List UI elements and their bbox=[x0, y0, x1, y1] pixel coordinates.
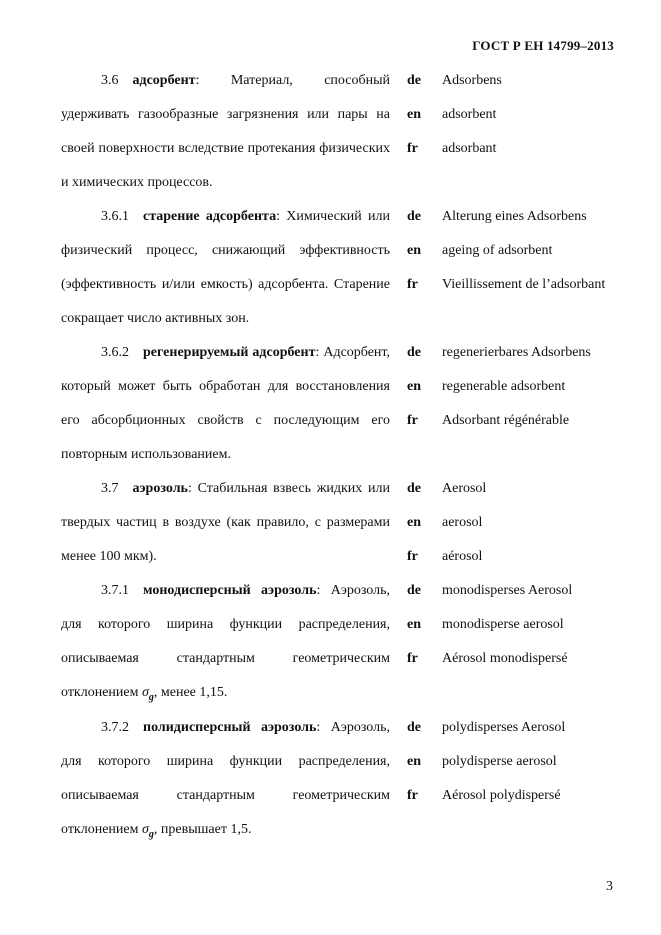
definition bbox=[61, 472, 390, 574]
translation: Aerosol bbox=[442, 481, 487, 496]
term-number: 3.6 bbox=[101, 73, 119, 88]
term-number: 3.7.2 bbox=[101, 720, 129, 735]
sigma-subscript: g bbox=[148, 692, 154, 703]
translation: Adsorbant régénérable bbox=[442, 413, 570, 428]
term-name: аэрозоль bbox=[132, 481, 188, 496]
lang-code: en bbox=[407, 515, 421, 530]
term-number: 3.6.2 bbox=[101, 345, 129, 360]
term-entry bbox=[0, 200, 661, 336]
term-number: 3.7 bbox=[101, 481, 119, 496]
translation: monodisperse aerosol bbox=[442, 617, 564, 632]
lang-code: fr bbox=[407, 413, 418, 428]
sigma-subscript: g bbox=[148, 829, 154, 840]
definition bbox=[61, 711, 390, 848]
definition-text: : Материал, способный удерживать газообразные загрязнения или пары на своей поверхности вследствие протекания физических и химических процессов. bbox=[61, 73, 390, 190]
definition-tail: , превышает 1,5. bbox=[153, 822, 252, 837]
sigma-symbol: σ bbox=[142, 822, 149, 837]
translation: Aérosol monodispersé bbox=[442, 651, 568, 666]
term-name: полидисперсный аэрозоль bbox=[143, 720, 317, 735]
term-entry bbox=[0, 574, 661, 711]
definition-text: : Аэрозоль, для которого ширина функции распределения, описываемая стандартным геометрическим отклонением bbox=[61, 720, 390, 837]
lang-code: fr bbox=[407, 549, 418, 564]
definition bbox=[61, 64, 390, 200]
translations bbox=[407, 64, 502, 200]
lang-code: de bbox=[407, 583, 421, 598]
lang-code: fr bbox=[407, 277, 418, 292]
translation: adsorbent bbox=[442, 107, 497, 122]
definition-text: : Аэрозоль, для которого ширина функции распределения, описываемая стандартным геометрическим отклонением bbox=[61, 583, 390, 700]
definition-tail: , менее 1,15. bbox=[153, 685, 228, 700]
definition-text: : Адсорбент, который может быть обработан для восстановления его абсорбционных свойств с последующим его повторным использованием. bbox=[61, 345, 390, 462]
translation: Vieillissement de l’adsorbant bbox=[442, 277, 606, 292]
lang-code: fr bbox=[407, 788, 418, 803]
translations bbox=[407, 711, 565, 848]
term-entry bbox=[0, 64, 661, 200]
term-entry bbox=[0, 472, 661, 574]
translation: regenerable adsorbent bbox=[442, 379, 566, 394]
translations bbox=[407, 574, 572, 711]
lang-code: en bbox=[407, 243, 421, 258]
term-number: 3.6.1 bbox=[101, 209, 129, 224]
translation: polydisperses Aerosol bbox=[442, 720, 566, 735]
term-name: старение адсорбента bbox=[143, 209, 277, 224]
lang-code: de bbox=[407, 209, 421, 224]
document-code: ГОСТ Р ЕН 14799–2013 bbox=[472, 38, 614, 53]
translation: aerosol bbox=[442, 515, 483, 530]
translation: aérosol bbox=[442, 549, 483, 564]
translation: ageing of adsorbent bbox=[442, 243, 553, 258]
term-name: монодисперсный аэрозоль bbox=[143, 583, 317, 598]
lang-code: fr bbox=[407, 651, 418, 666]
translations bbox=[407, 200, 605, 336]
definition-text: : Химический или физический процесс, снижающий эффективность (эффективность и/или емкость) адсорбента. Старение сокращает число активных зон. bbox=[61, 209, 391, 326]
term-name: регенерируемый адсорбент bbox=[143, 345, 316, 360]
translation: polydisperse aerosol bbox=[442, 754, 557, 769]
lang-code: de bbox=[407, 720, 421, 735]
translation: adsorbant bbox=[442, 141, 497, 156]
translations bbox=[407, 336, 591, 472]
lang-code: en bbox=[407, 379, 421, 394]
lang-code: en bbox=[407, 754, 421, 769]
lang-code: en bbox=[407, 617, 421, 632]
definition bbox=[61, 336, 390, 472]
translation: Adsorbens bbox=[442, 73, 502, 88]
lang-code: fr bbox=[407, 141, 418, 156]
lang-code: de bbox=[407, 481, 421, 496]
definition-text: : Стабильная взвесь жидких или твердых частиц в воздухе (как правило, с размерами менее 100 мкм). bbox=[61, 481, 390, 564]
translation: monodisperses Aerosol bbox=[442, 583, 573, 598]
definition bbox=[61, 574, 390, 711]
term-entry bbox=[0, 336, 661, 472]
sigma-symbol: σ bbox=[142, 685, 149, 700]
term-number: 3.7.1 bbox=[101, 583, 129, 598]
lang-code: de bbox=[407, 73, 421, 88]
translation: regenerierbares Adsorbens bbox=[442, 345, 591, 360]
translation: Aérosol polydispersé bbox=[442, 788, 561, 803]
term-name: адсорбент bbox=[132, 73, 196, 88]
page-number: 3 bbox=[606, 879, 613, 894]
lang-code: en bbox=[407, 107, 421, 122]
terms-list bbox=[0, 64, 661, 848]
term-entry bbox=[0, 711, 661, 848]
translation: Alterung eines Adsorbens bbox=[442, 209, 587, 224]
translations bbox=[407, 472, 486, 574]
lang-code: de bbox=[407, 345, 421, 360]
definition bbox=[61, 200, 390, 336]
